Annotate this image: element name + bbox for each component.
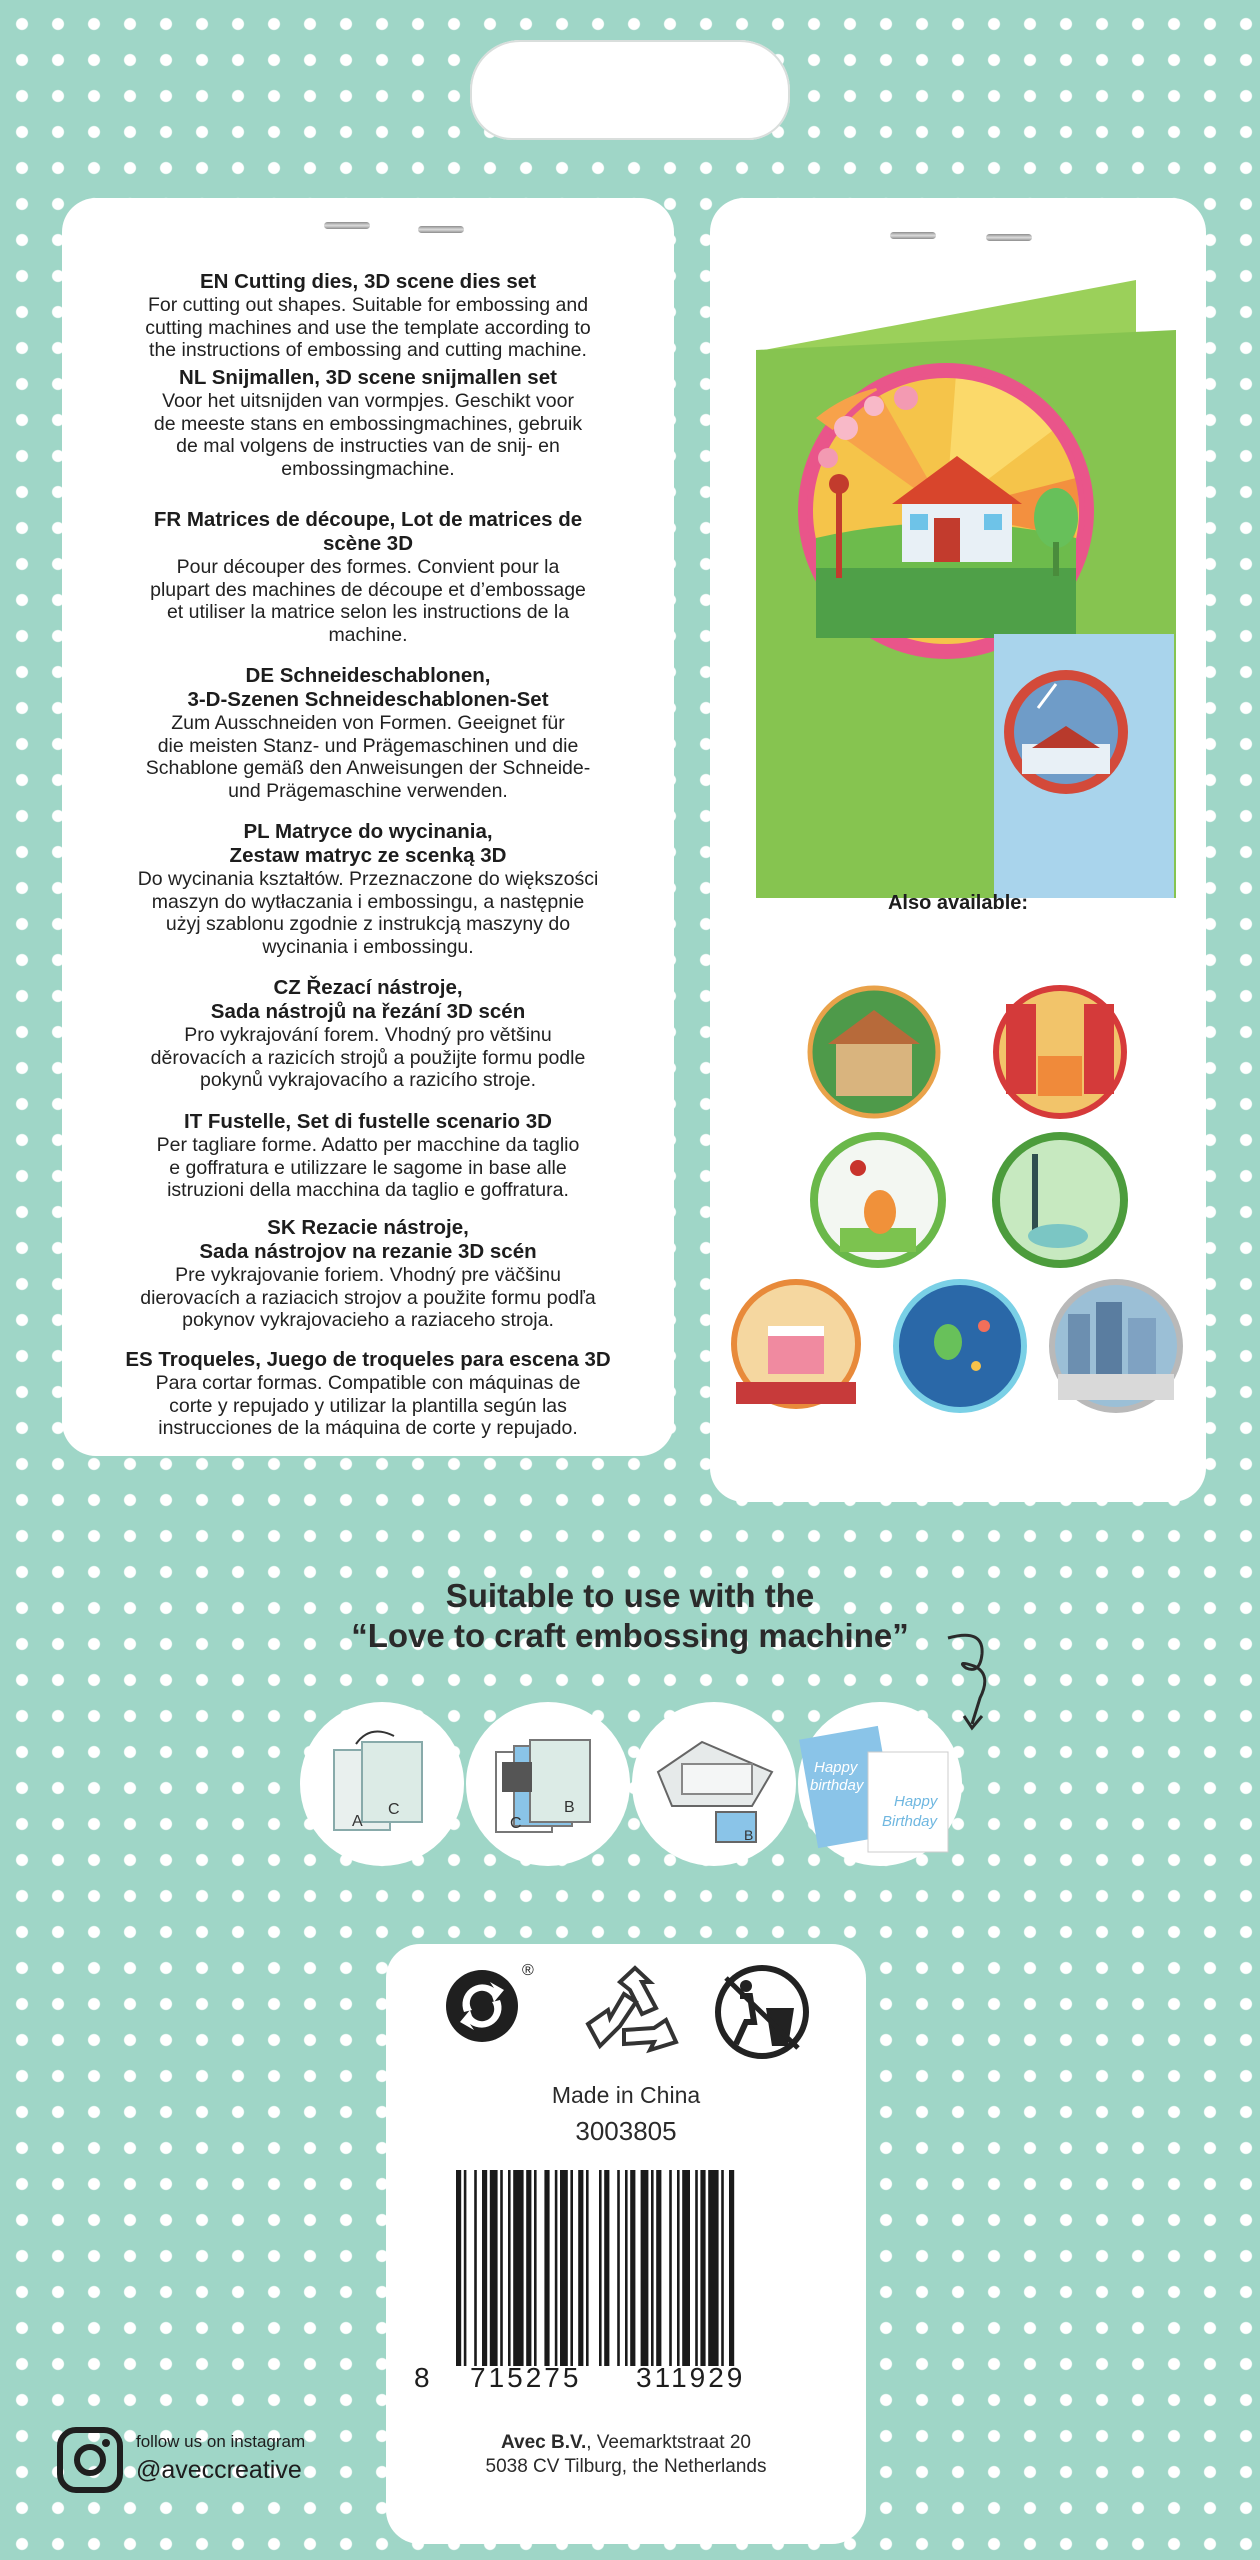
step-label: B [744,1827,754,1843]
lang-title: ES Troqueles, Juego de troqueles para escena 3D [125,1348,611,1371]
barcode-bar [695,2170,698,2366]
lang-body: plupart des machines de découpe et d’embossage [150,578,586,601]
lang-block-sk [62,1216,674,1332]
usage-step-1 [300,1702,464,1866]
also-available-scene [728,1278,864,1414]
company-city: 5038 CV Tilburg, the Netherlands [485,2456,767,2477]
article-number: 3003805 [575,2116,677,2146]
lang-title: scène 3D [322,532,414,555]
lang-title: PL Matryce do wycinania, [243,820,493,843]
product-info-panel [386,1944,866,2544]
barcode-digit: 8 [414,2362,431,2393]
hang-hole [470,40,790,140]
recycle-icon [580,1962,690,2062]
also-available-scene [806,984,942,1120]
lang-body: Pre vykrajovanie foriem. Vhodný pre väčšinu [175,1264,561,1286]
barcode-bar [599,2170,602,2366]
barcode-bar [513,2170,523,2366]
lang-block-pl [62,820,674,958]
lang-body: die meisten Stanz- und Prägemaschinen und die [157,734,579,757]
barcode-bar [586,2170,589,2366]
lang-body: Schablone gemäß den Anweisungen der Schneide- [145,757,591,779]
barcode-bar [474,2170,477,2366]
lang-block-de [62,664,674,802]
barcode-bar [682,2170,690,2366]
lang-body: Para cortar formas. Compatible con máquinas de [155,1372,581,1394]
suitable-line-2: “Love to craft embossing machine” [351,1617,909,1654]
barcode-bar [669,2170,672,2366]
usage-step-4 [798,1702,962,1866]
lang-body: użyj szablonu zgodnie z instrukcją maszyny do [165,913,571,935]
lang-body: Per tagliare forme. Adatto per macchine da taglio [156,1134,580,1156]
barcode-bar [721,2170,724,2366]
company-name: Avec B.V. [501,2432,587,2453]
lang-body: the instructions of embossing and cutting machine. [149,339,587,361]
barcode-bar [555,2170,558,2366]
company-street: , Veemarktstraat 20 [586,2432,751,2453]
bin-recycling-icon [710,1960,814,2064]
lang-body: Do wycinania kształtów. Przeznaczone do większości [137,868,599,890]
step-label: Happy [894,1793,938,1810]
barcode-bar [544,2170,549,2366]
lang-body: For cutting out shapes. Suitable for embossing and [147,294,589,316]
company-address [386,2432,866,2454]
lang-body: dierovacích a raziacich strojov a použite formu podľa [140,1286,596,1309]
barcode-bar [630,2170,635,2366]
lang-block-cz [62,976,674,1092]
lang-body: děrovacích a razicích strojů a použijte formu podle [150,1046,586,1069]
lang-body: Pour découper des formes. Convient pour la [176,556,560,578]
lang-title: EN Cutting dies, 3D scene dies set [199,270,537,293]
barcode-bar [625,2170,628,2366]
lang-body: wycinania i embossingu. [262,935,474,958]
lang-body: embossingmachine. [281,457,455,480]
step-label: C [510,1815,522,1832]
lang-title: NL Snijmallen, 3D scene snijmallen set [179,366,557,389]
lang-title: SK Rezacie nástroje, [267,1216,469,1239]
staple [418,226,464,233]
lang-body: e goffratura e utilizzare le sagome in base alle [169,1156,567,1179]
lang-body: et utiliser la matrice selon les instructions de la [166,601,570,623]
step-label: C [388,1801,400,1818]
suitable-line-1: Suitable to use with the [445,1577,815,1614]
lang-block-it [62,1110,674,1202]
barcode-bar [604,2170,609,2366]
usage-step-2 [466,1702,630,1866]
barcode [452,2170,792,2368]
lang-title: FR Matrices de découpe, Lot de matrices de [153,508,583,531]
lang-title: CZ Řezací nástroje, [273,976,463,999]
lang-title: Zestaw matryc ze scenką 3D [229,844,507,867]
step-label: A [352,1813,363,1830]
instagram-icon[interactable] [56,2426,124,2494]
step-label: Happy [814,1759,858,1776]
staple [324,222,370,229]
lang-block-es [62,1348,674,1440]
lang-body: pokynov vykrajovacieho a raziaceho stroja. [182,1309,554,1331]
barcode-bar [641,2170,649,2366]
registered-mark: ® [522,1962,534,1979]
barcode-bar [617,2170,620,2366]
also-available-scene [1048,1278,1184,1414]
barcode-bar [677,2170,680,2366]
multilingual-description-panel [62,198,674,1456]
barcode-bar [729,2170,734,2366]
lang-body: Zum Ausschneiden von Formen. Geeignet für [171,712,565,734]
sample-card-image [756,238,1176,898]
barcode-bar [656,2170,661,2366]
step-label: B [564,1799,575,1816]
lang-body: und Prägemaschine verwenden. [228,779,508,802]
lang-body: de mal volgens de instructies van de snij- en [176,435,560,457]
step-label: birthday [810,1777,864,1794]
also-available-label: Also available: [887,892,1029,914]
lang-title: DE Schneideschablonen, [245,664,491,687]
barcode-bar [508,2170,511,2366]
lang-body: corte y repujado y utilizar la plantilla según las [169,1394,567,1417]
also-available-scene [992,984,1128,1120]
barcode-bar [570,2170,573,2366]
barcode-digits: 311929 [636,2362,746,2393]
barcode-digits: 715275 [470,2362,582,2393]
barcode-bar [526,2170,531,2366]
barcode-bar [560,2170,568,2366]
lang-title: Sada nástrojov na rezanie 3D scén [199,1240,537,1263]
also-available-scene [810,1132,946,1268]
barcode-bar [708,2170,718,2366]
lang-body: maszyn do wytłaczania i embossingu, a następnie [151,890,585,913]
lang-body: de meeste stans en embossingmachines, gebruik [153,412,583,435]
lang-body: cutting machines and use the template according to [145,316,591,339]
lang-body: istruzioni della macchina da taglio e goffratura. [167,1179,569,1201]
lang-block-nl [62,366,674,480]
barcode-bar [456,2170,461,2366]
barcode-bar [490,2170,498,2366]
barcode-bar [464,2170,467,2366]
lang-body: pokynů vykrajovacího a razicího stroje. [200,1069,536,1091]
lang-body: instrucciones de la máquina de corte y repujado. [158,1417,578,1439]
product-image-panel [710,198,1206,1502]
lang-body: Voor het uitsnijden van vormpjes. Geschikt voor [162,390,574,412]
instagram-handle[interactable]: @aveccreative [136,2456,302,2484]
barcode-bar [651,2170,654,2366]
barcode-bar [578,2170,583,2366]
also-available-scene [892,1278,1028,1414]
barcode-bar [534,2170,537,2366]
green-dot-icon [442,1966,522,2046]
lang-title: Sada nástrojů na řezání 3D scén [210,1000,526,1023]
instagram-follow-label: follow us on instagram [136,2432,306,2451]
lang-title: 3-D-Szenen Schneideschablonen-Set [187,688,549,711]
also-available-scene [992,1132,1128,1268]
lang-title: IT Fustelle, Set di fustelle scenario 3D [184,1110,552,1133]
made-in-label: Made in China [551,2082,701,2108]
barcode-bar [500,2170,503,2366]
usage-step-3 [632,1702,796,1866]
lang-block-fr [62,508,674,646]
barcode-bar [482,2170,487,2366]
step-label: Birthday [882,1813,938,1830]
lang-body: Pro vykrajování forem. Vhodný pro většinu [184,1024,552,1046]
lang-body: machine. [328,623,408,646]
lang-block-en [62,270,674,362]
barcode-bar [700,2170,705,2366]
